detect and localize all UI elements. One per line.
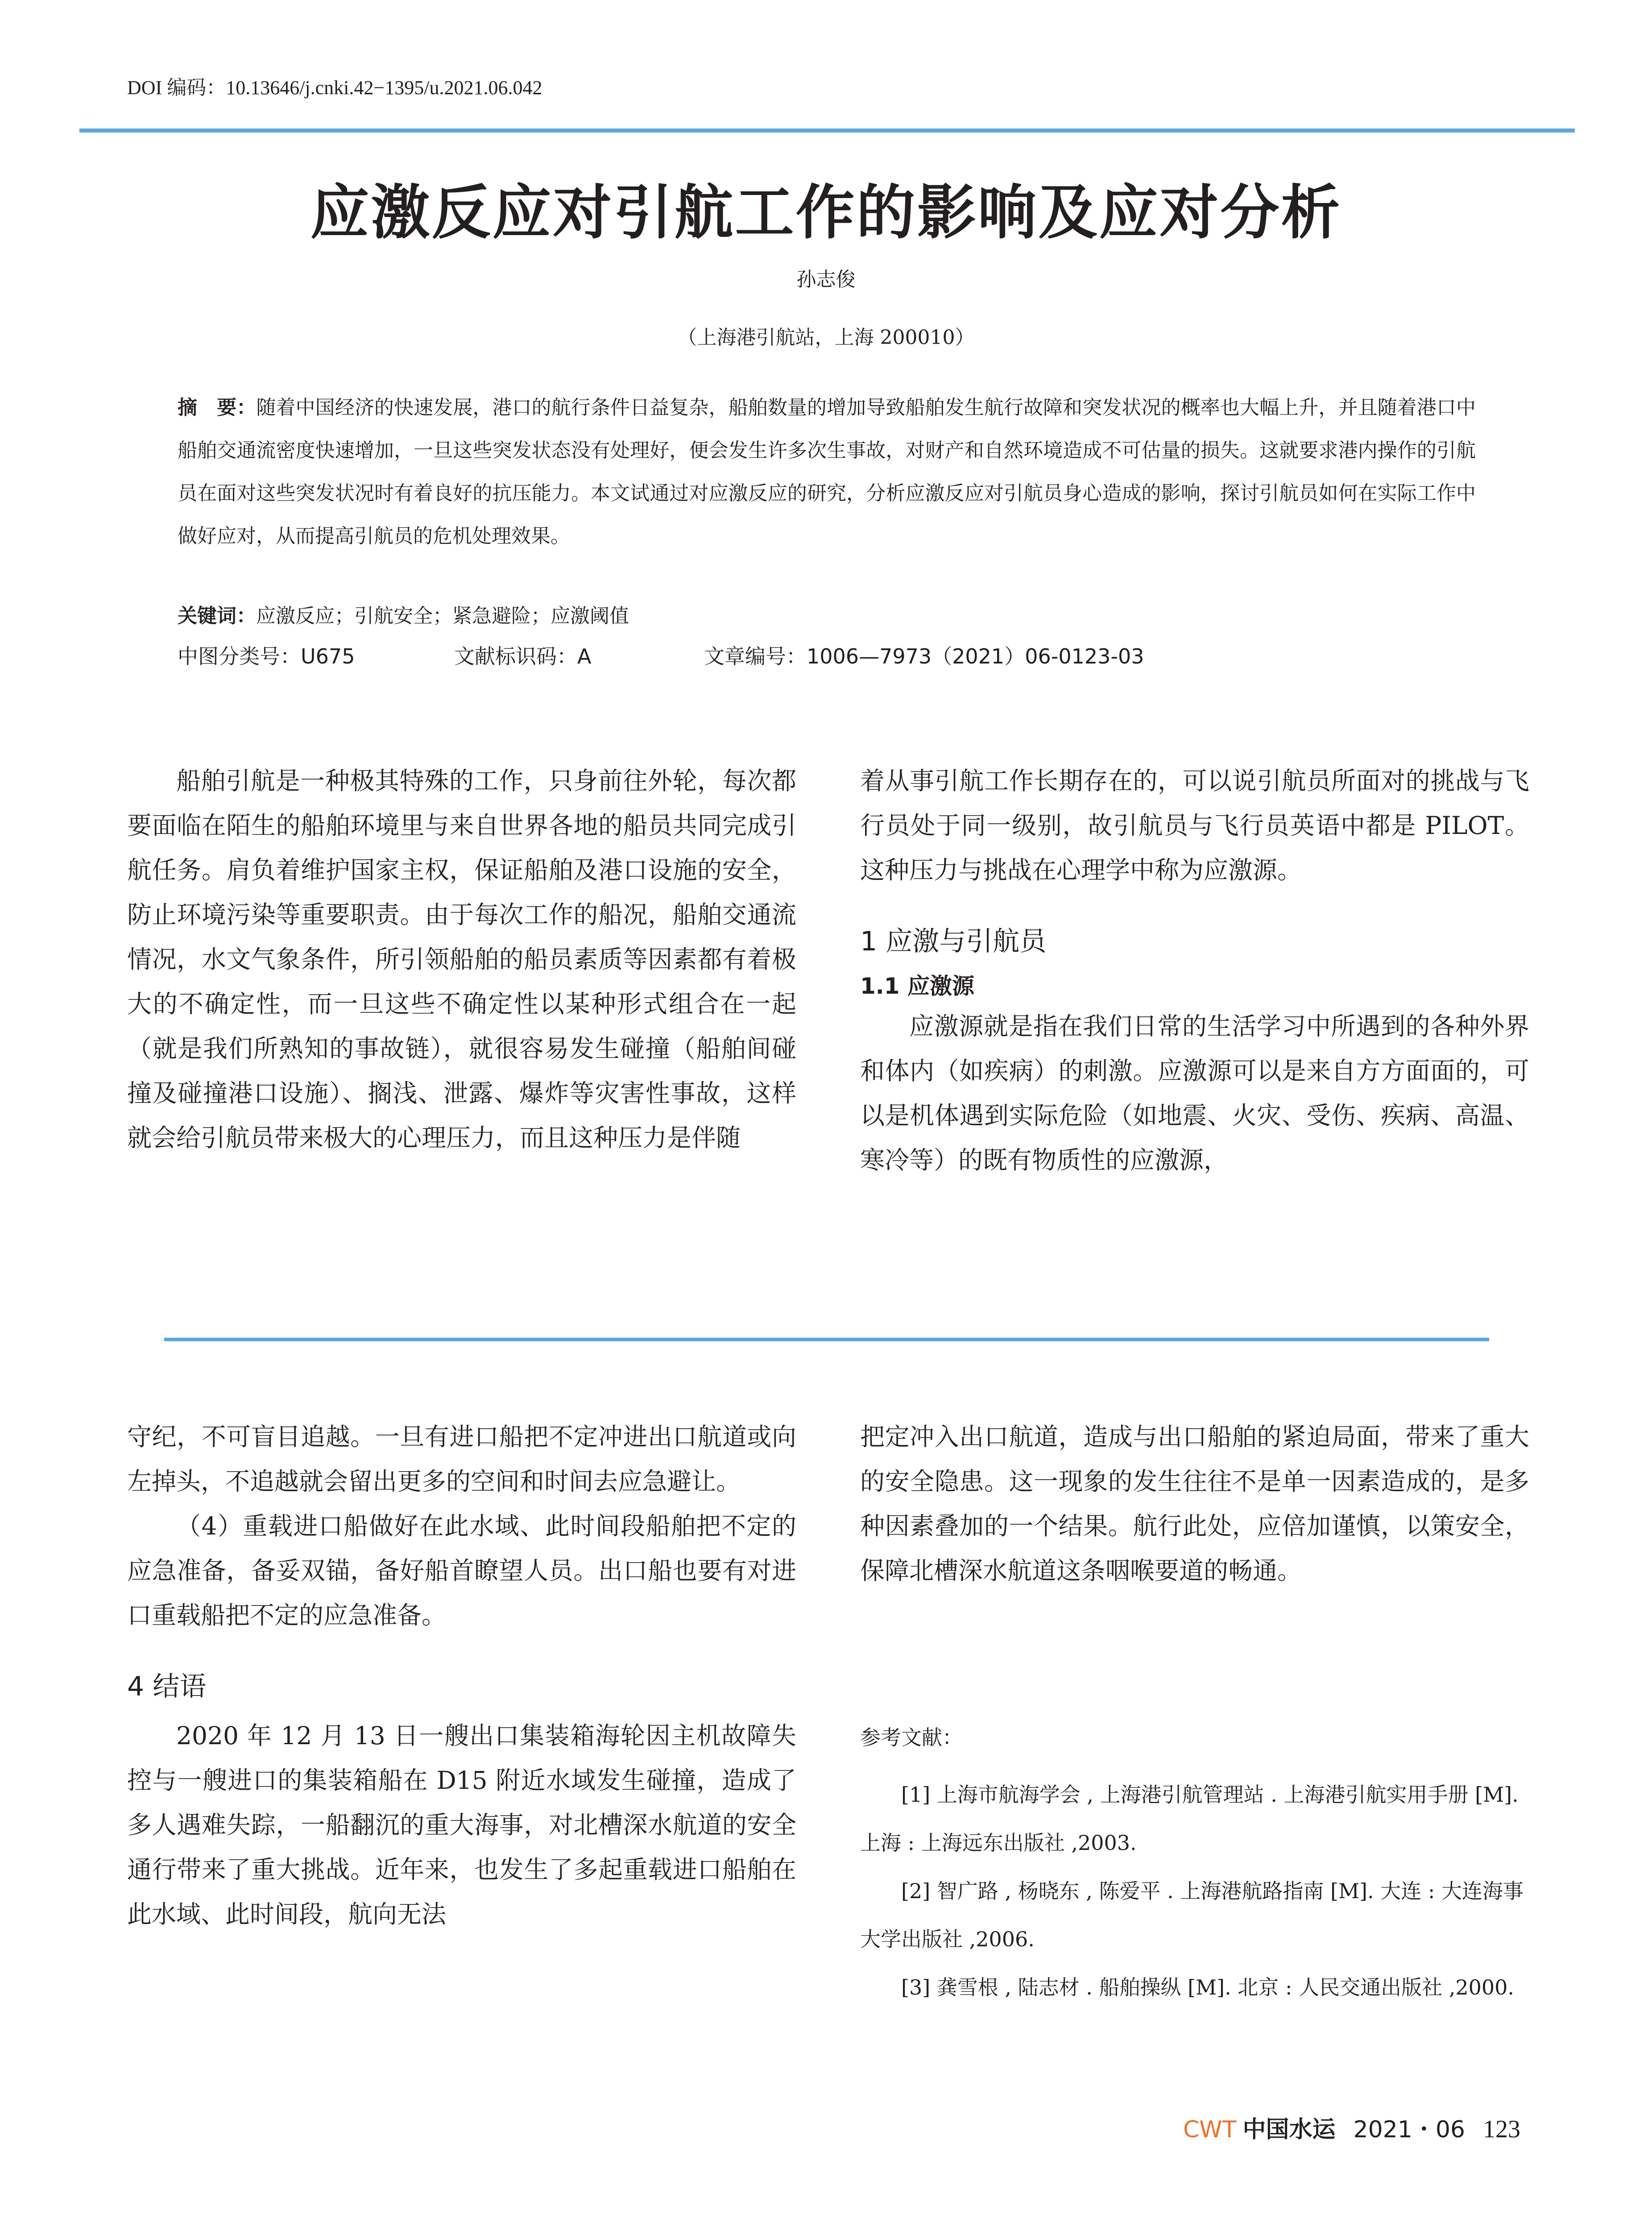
keywords-text: 应激反应；引航安全；紧急避险；应激阈值: [256, 605, 629, 627]
document-code: 文献标识码：A: [454, 644, 592, 668]
body-paragraph: 把定冲入出口航道，造成与出口船舶的紧迫局面，带来了重大的安全隐患。这一现象的发生往往不是单一因素造成的，是多种因素叠加的一个结果。航行此处，应倍加谨慎，以策安全，保障北槽深水航道这条咽喉要道的畅通。: [860, 1422, 1529, 1585]
article-number: 文章编号：1006—7973（2021）06-0123-03: [704, 644, 1144, 668]
top-right-column: [860, 759, 1529, 1182]
journal-name: 中国水运: [1242, 2116, 1336, 2143]
body-paragraph: 应激源就是指在我们日常的生活学习中所遇到的各种外界和体内（如疾病）的刺激。应激源可以是来自方方面面的，可以是机体遇到实际危险（如地震、火灾、受伤、疾病、高温、寒冷等）的既有物质性的应激源，: [860, 1012, 1529, 1174]
body-paragraph: 船舶引航是一种极其特殊的工作，只身前往外轮，每次都要面临在陌生的船舶环境里与来自世界各地的船员共同完成引航任务。肩负着维护国家主权，保证船舶及港口设施的安全，防止环境污染等重要职责。由于每次工作的船况，船舶交通流情况，水文气象条件，所引领船舶的船员素质等因素都有着极大的不确定性，而一旦这些不确定性以某种形式组合在一起（就是我们所熟知的事故链），就很容易发生碰撞（船舶间碰撞及碰撞港口设施）、搁浅、泄露、爆炸等灾害性事故，这样就会给引航员带来极大的心理压力，而且这种压力是伴随: [127, 767, 796, 1152]
top-left-column: [127, 759, 796, 1160]
abstract-label: 摘 要：: [178, 396, 257, 419]
subsection-heading: 1.1 应激源: [860, 973, 974, 999]
abstract: [178, 386, 1476, 558]
body-paragraph: 守纪，不可盲目追越。一旦有进口船把不定冲进出口航道或向左掉头，不追越就会留出更多的空间和时间去应急避让。: [127, 1422, 796, 1496]
references: [860, 1713, 1529, 2011]
issue-label: 2021・06: [1353, 2116, 1466, 2143]
section-heading: 4 结语: [127, 1671, 207, 1702]
keywords-label: 关键词：: [178, 605, 256, 627]
classification-line: [178, 640, 1471, 670]
doi-line: DOI 编码：10.13646/j.cnki.42−1395/u.2021.06.042: [127, 77, 542, 99]
body-paragraph: 2020 年 12 月 13 日一艘出口集装箱海轮因主机故障失控与一艘进口的集装箱船在 D15 附近水域发生碰撞，造成了多人遇难失踪，一船翻沉的重大海事，对北槽深水航道的安全通行带来了重大挑战。近年来，也发生了多起重载进口船舶在此水域、此时间段，航向无法: [127, 1721, 796, 1928]
references-header: 参考文献：: [860, 1725, 963, 1750]
affiliation: （上海港引航站，上海 200010）: [677, 326, 975, 349]
page-number: 123: [1483, 2115, 1521, 2143]
reference-item: [1] 上海市航海学会 , 上海港引航管理站 . 上海港引航实用手册 [M]. 上海 : 上海远东出版社 ,2003.: [860, 1783, 1519, 1855]
section-heading: 1 应激与引航员: [860, 926, 1047, 957]
reference-item: [2] 智广路 , 杨晓东 , 陈爱平 . 上海港航路指南 [M]. 大连 : 大连海事大学出版社 ,2006.: [860, 1879, 1524, 1951]
keywords: [178, 600, 629, 628]
bottom-left-column: [127, 1414, 796, 1937]
article-title: 应激反应对引航工作的影响及应对分析: [310, 178, 1342, 247]
abstract-text: 随着中国经济的快速发展，港口的航行条件日益复杂，船舶数量的增加导致船舶发生航行故障和突发状况的概率也大幅上升，并且随着港口中船舶交通流密度快速增加，一旦这些突发状态没有处理好，便会发生许多次生事故，对财产和自然环境造成不可估量的损失。这就要求港内操作的引航员在面对这些突发状况时有着良好的抗压能力。本文试通过对应激反应的研究，分析应激反应对引航员身心造成的影响，探讨引航员如何在实际工作中做好应对，从而提高引航员的危机处理效果。: [178, 396, 1476, 547]
bottom-right-column: [860, 1414, 1529, 1593]
section-divider-rule: [164, 1338, 1489, 1341]
body-paragraph: （4）重载进口船做好在此水域、此时间段船舶把不定的应急准备，备妥双锚，备好船首瞭望人员。出口船也要有对进口重载船把不定的应急准备。: [127, 1512, 796, 1630]
body-paragraph: 着从事引航工作长期存在的，可以说引航员所面对的挑战与飞行员处于同一级别，故引航员与飞行员英语中都是 PILOT。这种压力与挑战在心理学中称为应激源。: [860, 767, 1529, 884]
reference-item: [3] 龚雪根 , 陆志材 . 船舶操纵 [M]. 北京 : 人民交通出版社 ,2000.: [901, 1975, 1515, 1999]
brand-logo: CWT: [1183, 2116, 1237, 2143]
header-rule: [79, 129, 1575, 133]
clc-number: 中图分类号：U675: [178, 644, 355, 668]
author: 孙志俊: [796, 268, 856, 291]
page-footer: [1183, 2111, 1520, 2144]
